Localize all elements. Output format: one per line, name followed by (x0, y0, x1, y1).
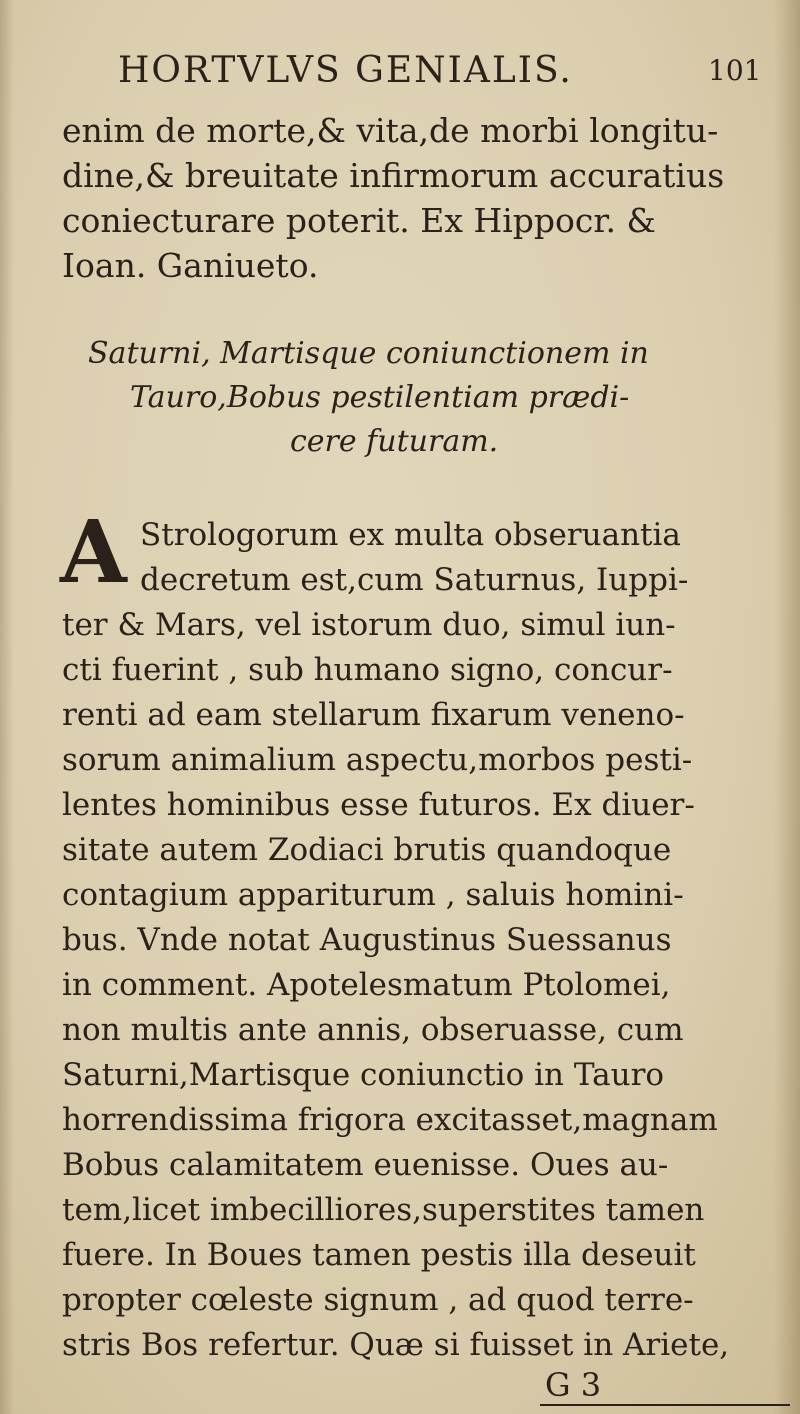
body-line: non multis ante annis, obseruasse, cum (62, 1012, 684, 1048)
section-title-line: Saturni, Martisque coniunctionem in (88, 336, 649, 371)
body-line: sitate autem Zodiaci brutis quandoque (62, 832, 672, 868)
body-line: sorum animalium aspectu,morbos pesti- (62, 742, 693, 778)
body-line: renti ad eam stellarum fixarum veneno- (62, 697, 685, 733)
running-head: HORTVLVS GENIALIS. (118, 50, 573, 91)
body-line: fuere. In Boues tamen pestis illa deseuit (62, 1237, 696, 1273)
intro-line: Ioan. Ganiueto. (62, 246, 319, 285)
footer-rule (540, 1404, 790, 1406)
body-line: Saturni,Martisque coniunctio in Tauro (62, 1057, 665, 1093)
intro-line: dine,& breuitate infirmorum accuratius (62, 156, 725, 195)
body-line: cti fuerint , sub humano signo, concur- (62, 652, 673, 688)
page-shadow-left (0, 0, 14, 1414)
page-header (118, 50, 768, 91)
body-line: propter cœleste signum , ad quod terre- (62, 1282, 694, 1318)
body-line: Strologorum ex multa obseruantia (140, 517, 681, 553)
signature-mark: G 3 (545, 1366, 602, 1404)
body-line: Bobus calamitatem euenisse. Oues au- (62, 1147, 669, 1183)
intro-line: enim de morte,& vita,de morbi longitu- (62, 111, 719, 150)
body-line: stris Bos refertur. Quæ si fuisset in Ariete, (62, 1327, 730, 1363)
drop-cap: A (60, 502, 127, 603)
section-title-line: Tauro,Bobus pestilentiam prædi- (130, 380, 630, 415)
page-shadow-right (774, 0, 800, 1414)
body-line: contagium appariturum , saluis homini- (62, 877, 684, 913)
body-line: lentes hominibus esse futuros. Ex diuer- (62, 787, 695, 823)
body-line: in comment. Apotelesmatum Ptolomei, (62, 967, 671, 1003)
body-line: horrendissima frigora excitasset,magnam (62, 1102, 718, 1138)
page-number: 101 (708, 54, 762, 87)
body-line: decretum est,cum Saturnus, Iuppi- (140, 562, 689, 598)
intro-line: coniecturare poterit. Ex Hippocr. & (62, 201, 656, 240)
body-line: tem,licet imbecilliores,superstites tamen (62, 1192, 705, 1228)
section-title-line: cere futuram. (290, 424, 499, 459)
body-line: ter & Mars, vel istorum duo, simul iun- (62, 607, 676, 643)
body-line: bus. Vnde notat Augustinus Suessanus (62, 922, 672, 958)
